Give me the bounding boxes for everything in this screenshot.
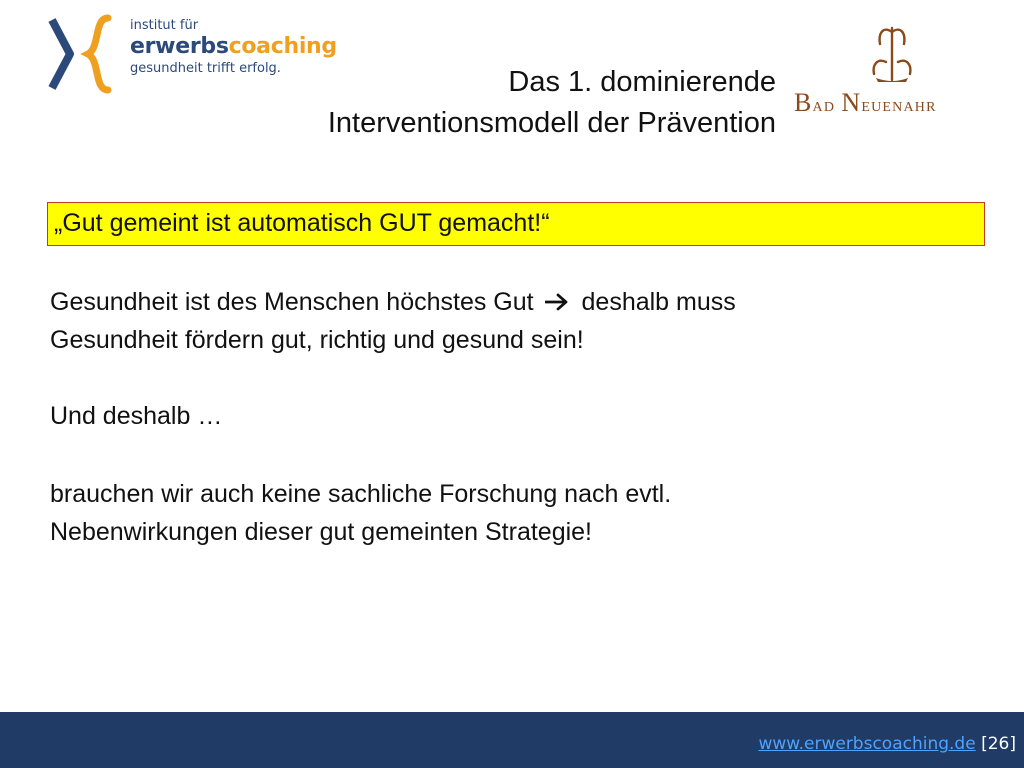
website-link[interactable]: www.erwerbscoaching.de <box>758 734 976 754</box>
quote-text: „Gut gemeint ist automatisch GUT gemacht!“ <box>54 209 550 237</box>
page-number: [26] <box>981 734 1016 754</box>
right-arrow-icon <box>545 283 571 321</box>
body-paragraph-3-line-2: Nebenwirkungen dieser gut gemeinten Strategie! <box>50 518 593 546</box>
slide-title-line2: Interventionsmodell der Prävention <box>327 107 776 139</box>
erwerbscoaching-logo <box>44 14 337 98</box>
bad-neuenahr-wordmark: Bad Neuenahr <box>794 88 937 117</box>
quote-highlight-box <box>47 202 985 246</box>
body-paragraph-3-line-1: brauchen wir auch keine sachliche Forschung nach evtl. <box>50 480 672 508</box>
fountain-icon <box>862 22 922 84</box>
footer-bar <box>0 712 1024 768</box>
brace-logo-icon <box>44 14 126 98</box>
footer-text <box>758 734 1016 754</box>
body-paragraph-1-line-2: Gesundheit fördern gut, richtig und gesund sein! <box>50 326 584 354</box>
slide-title-line1: Das 1. dominierende <box>508 66 776 98</box>
slide-title <box>328 62 776 144</box>
logo-line-institut: institut für <box>130 18 199 33</box>
bad-neuenahr-logo <box>790 22 1000 122</box>
body-paragraph-2: Und deshalb … <box>50 402 223 430</box>
body-paragraph-1-line-1: Gesundheit ist des Menschen höchstes Gut deshalb muss <box>50 283 736 321</box>
logo-wordmark: erwerbscoaching <box>130 34 337 59</box>
logo-tagline: gesundheit trifft erfolg. <box>130 61 281 76</box>
